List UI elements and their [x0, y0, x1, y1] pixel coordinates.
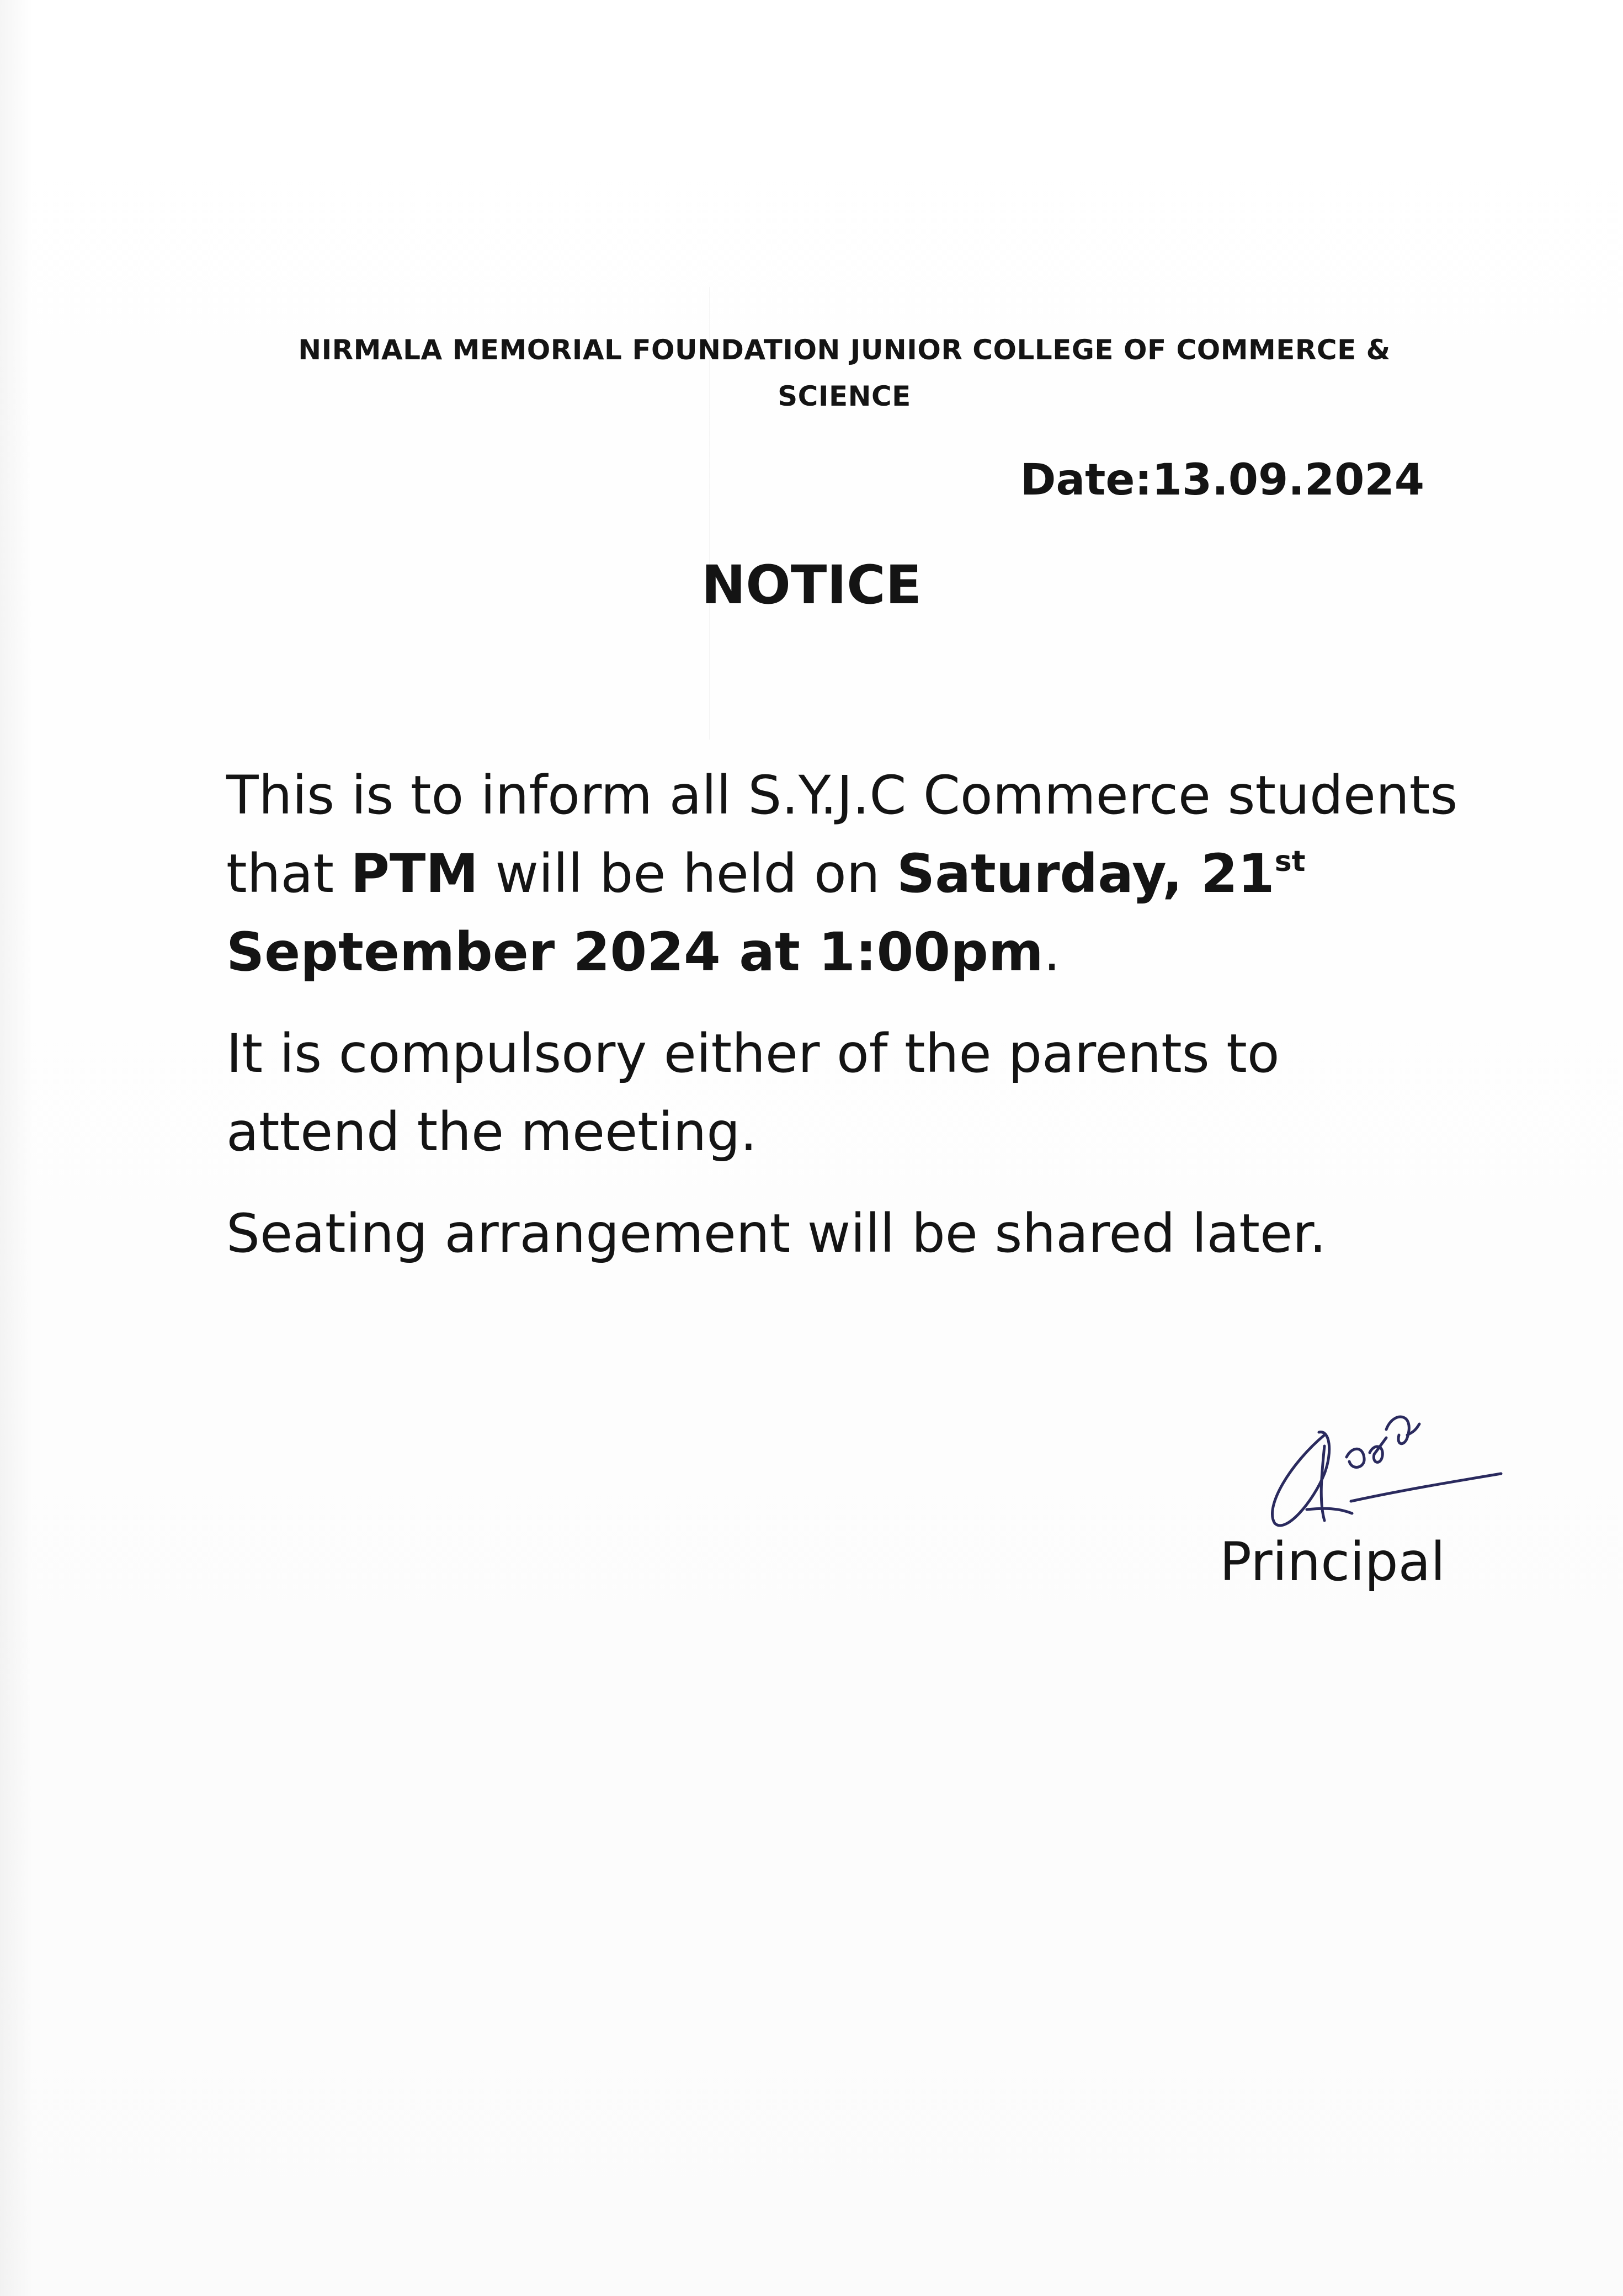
signature-block: [1198, 1391, 1529, 1612]
announcement-text-1: This is to inform all S.Y.J.C Commerce students that: [226, 764, 1458, 905]
seating-paragraph: Seating arrangement will be shared later.: [226, 1203, 1327, 1264]
attendance-paragraph: It is compulsory either of the parents to attend the meeting.: [226, 1023, 1280, 1163]
institution-header: NIRMALA MEMORIAL FOUNDATION JUNIOR COLLEGE OF COMMERCE & SCIENCE: [298, 334, 1391, 412]
principal-label: Principal: [1220, 1531, 1446, 1593]
notice-title: NOTICE: [701, 554, 922, 616]
ptm-label: PTM: [350, 843, 478, 905]
meeting-date-time: September 2024 at 1:00pm: [226, 921, 1044, 983]
notice-date: Date:13.09.2024: [1020, 455, 1424, 505]
announcement-period: .: [1043, 921, 1061, 983]
meeting-day: Saturday, 21: [897, 843, 1275, 905]
notice-body: [226, 756, 1468, 1296]
ordinal-suffix: st: [1274, 845, 1306, 878]
announcement-paragraph: [226, 756, 1468, 991]
announcement-text-2: will be held on: [478, 843, 897, 905]
scan-edge-shadow: [0, 0, 33, 2296]
